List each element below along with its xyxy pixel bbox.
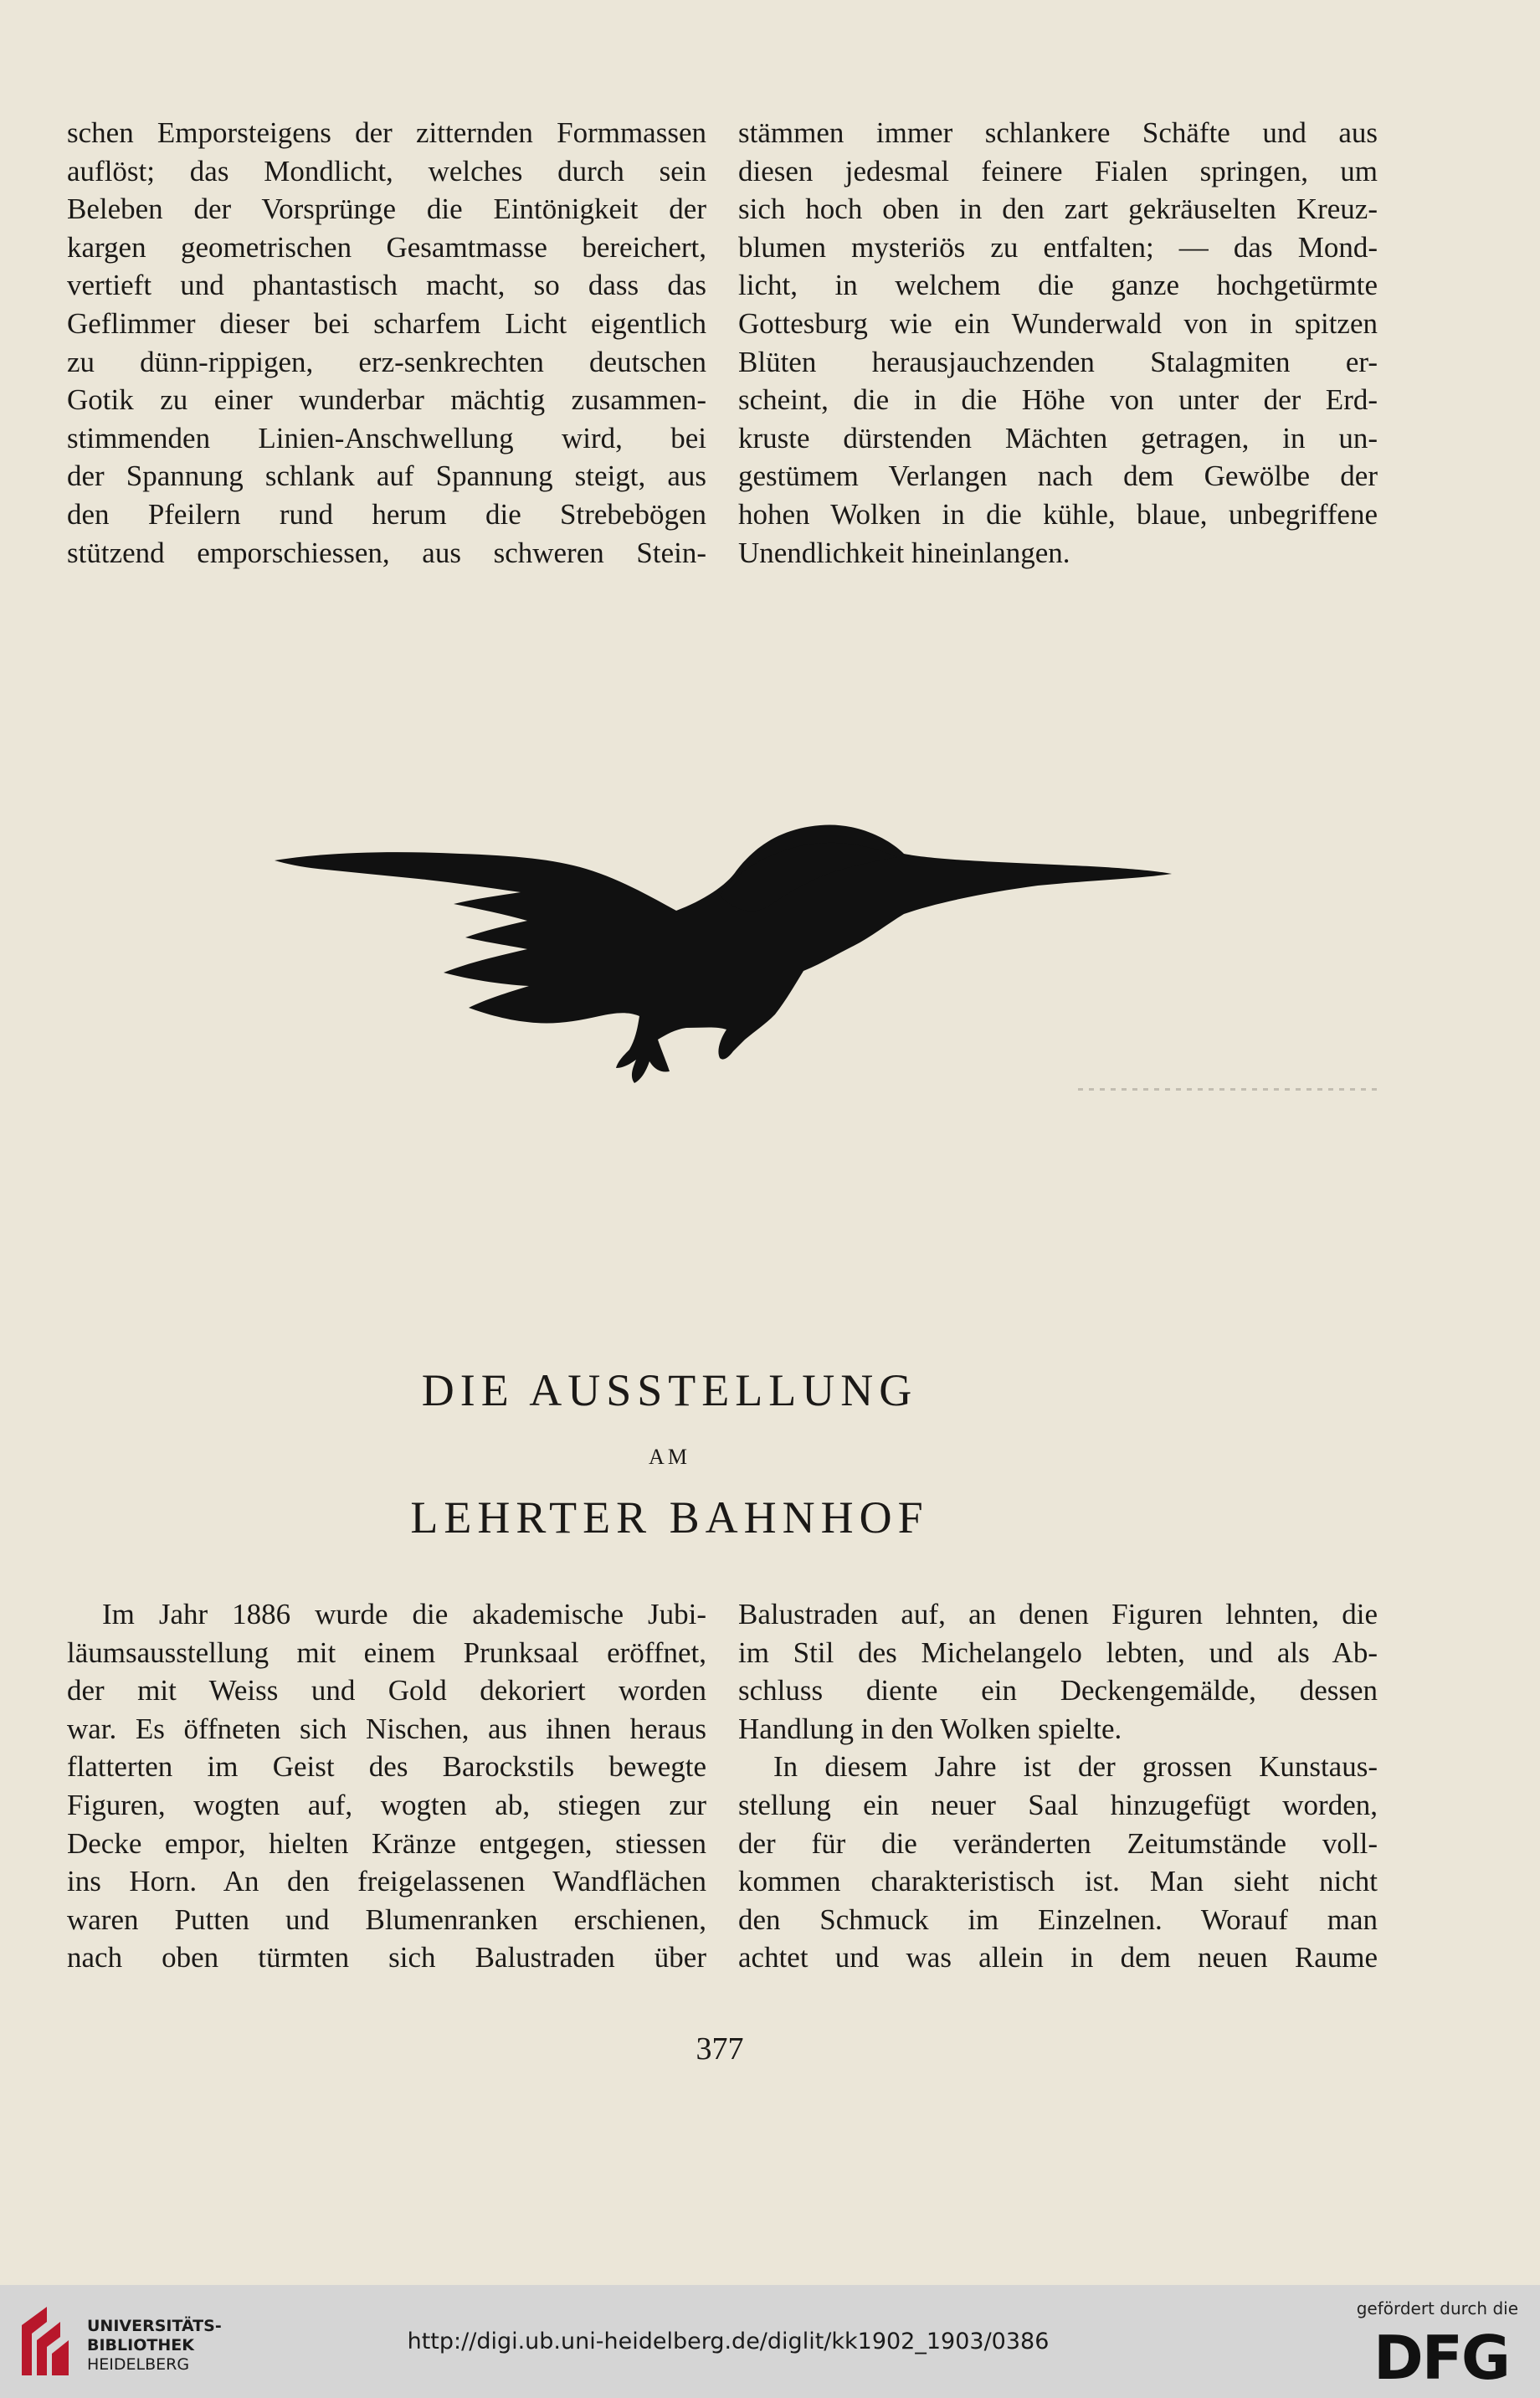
text-line: den Schmuck im Einzelnen. Worauf man: [738, 1902, 1378, 1936]
text-line: stützend emporschiessen, aus schweren Stein-: [67, 536, 706, 569]
text-line: Gottesburg wie ein Wunderwald von in spitzen: [738, 306, 1378, 340]
text-line: sich hoch oben in den zart gekräuselten Kreuz-: [738, 193, 1378, 226]
text-line: der für die veränderten Zeitumstände voll-: [738, 1826, 1378, 1860]
text-line: achtet und was allein in dem neuen Raume: [738, 1941, 1378, 1974]
page-number: 377: [696, 2031, 744, 2067]
text-line: Decke empor, hielten Kränze entgegen, stiessen: [67, 1826, 706, 1860]
digitization-footer: [0, 2285, 1540, 2398]
text-line: Balustraden auf, an denen Figuren lehnten, die: [738, 1598, 1378, 1630]
article-right-column: [738, 1595, 1378, 1977]
library-name-line-1: UNIVERSITÄTS-: [87, 2317, 222, 2335]
text-line: scheint, die in die Höhe von unter der Erd-: [738, 383, 1378, 417]
text-line: nach oben türmten sich Balustraden über: [67, 1941, 706, 1974]
text-line: gestümem Verlangen nach dem Gewölbe der: [738, 460, 1378, 493]
text-line: flatterten im Geist des Barockstils bewegte: [67, 1750, 706, 1784]
text-line: im Stil des Michelangelo lebten, und als Ab-: [738, 1635, 1378, 1669]
text-line: Handlung in den Wolken spielte.: [738, 1712, 1122, 1745]
text-line: Unendlichkeit hineinlangen.: [738, 536, 1070, 569]
text-line: der mit Weiss und Gold dekoriert worden: [67, 1674, 706, 1707]
text-line: den Pfeilern rund herum die Strebebögen: [67, 497, 706, 531]
text-line: diesen jedesmal feinere Fialen springen, um: [738, 154, 1378, 187]
text-line: schen Emporsteigens der zitternden Formmassen: [67, 116, 706, 149]
text-line: läumsausstellung mit einem Prunksaal eröffnet,: [67, 1635, 706, 1669]
text-line: hohen Wolken in die kühle, blaue, unbegriffene: [738, 497, 1378, 531]
text-line: der Spannung schlank auf Spannung steigt, aus: [67, 460, 706, 493]
text-line: In diesem Jahre ist der grossen Kunstaus-: [773, 1750, 1378, 1784]
text-line: stellung ein neuer Saal hinzugefügt worden,: [738, 1788, 1378, 1821]
text-line: schluss diente ein Deckengemälde, dessen: [738, 1674, 1378, 1707]
top-right-text-column: [738, 114, 1378, 572]
text-line: kargen geometrischen Gesamtmasse bereichert,: [67, 230, 706, 264]
funding-note: gefördert durch die: [1356, 2298, 1518, 2318]
permalink-url[interactable]: http://digi.ub.uni-heidelberg.de/diglit/kk1902_1903/0386: [407, 2329, 1050, 2354]
text-line: ins Horn. An den freigelassenen Wandflächen: [67, 1865, 706, 1898]
article-title-line-1: DIE AUSSTELLUNG: [421, 1365, 918, 1415]
text-line: kommen charakteristisch ist. Man sieht nicht: [738, 1865, 1378, 1898]
dfg-logo-text: DFG: [1373, 2325, 1510, 2385]
text-line: Gotik zu einer wunderbar mächtig zusammen-: [67, 383, 706, 417]
text-line: Beleben der Vorsprünge die Eintönigkeit der: [67, 193, 706, 226]
text-line: war. Es öffneten sich Nischen, aus ihnen heraus: [67, 1712, 706, 1745]
library-name-line-2: BIBLIOTHEK: [87, 2336, 194, 2354]
text-line: Im Jahr 1886 wurde die akademische Jubi-: [102, 1598, 706, 1630]
top-left-text-column: [67, 114, 706, 572]
text-line: Figuren, wogten auf, wogten ab, stiegen zur: [67, 1788, 706, 1821]
text-line: vertieft und phantastisch macht, so dass das: [67, 269, 706, 302]
text-line: stämmen immer schlankere Schäfte und aus: [738, 116, 1378, 149]
scan-artifact: [1078, 1088, 1379, 1091]
text-line: stimmenden Linien-Anschwellung wird, bei: [67, 421, 706, 454]
article-title-line-2: AM: [649, 1445, 690, 1469]
text-line: licht, in welchem die ganze hochgetürmte: [738, 269, 1378, 302]
text-line: kruste dürstenden Mächten getragen, in un-: [738, 421, 1378, 454]
dfg-logo: [1363, 2325, 1520, 2385]
text-line: waren Putten und Blumenranken erschienen,: [67, 1902, 706, 1936]
text-line: auflöst; das Mondlicht, welches durch sein: [67, 154, 706, 187]
article-left-column: [67, 1595, 706, 1977]
text-line: Geflimmer dieser bei scharfem Licht eigentlich: [67, 306, 706, 340]
text-line: blumen mysteriös zu entfalten; — das Mond-: [738, 230, 1378, 264]
raven-illustration: [268, 820, 1180, 1088]
library-name-line-3: HEIDELBERG: [87, 2355, 190, 2374]
article-title-line-3: LEHRTER BAHNHOF: [410, 1492, 929, 1543]
text-line: zu dünn-rippigen, erz-senkrechten deutschen: [67, 345, 706, 378]
text-line: Blüten herausjauchzenden Stalagmiten er-: [738, 345, 1378, 378]
